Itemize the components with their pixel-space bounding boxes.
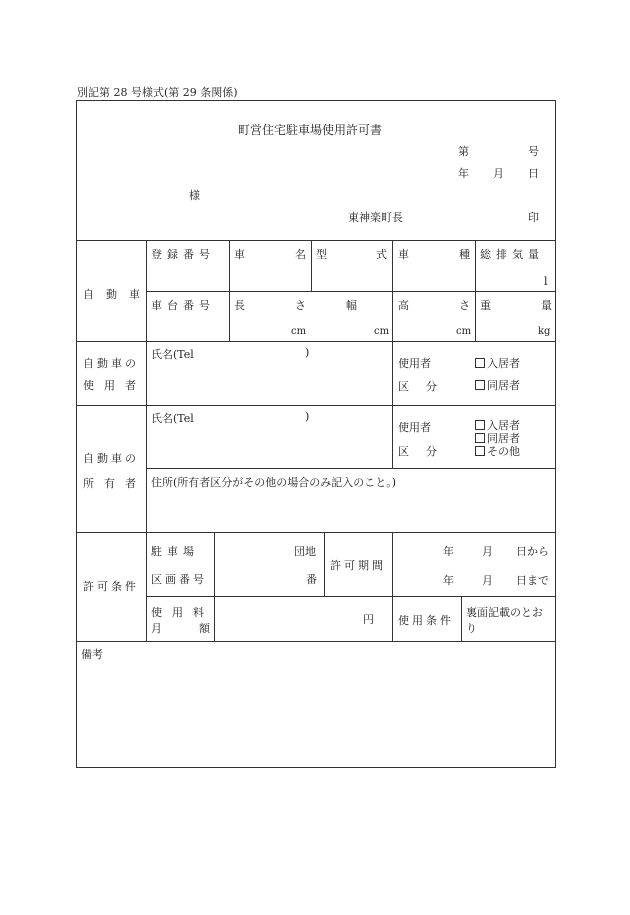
user-name-tel: 氏名(Tel	[151, 348, 194, 361]
user-option-cohabitant[interactable]: 同居者	[475, 377, 520, 393]
owner-category-label-1: 使用者	[398, 421, 431, 434]
car-name-label-b: 名	[295, 248, 306, 261]
period-from-year: 年	[443, 545, 454, 558]
owner-address-label: 住所(所有者区分がその他の場合のみ記入のこと。)	[151, 476, 397, 489]
divider	[392, 596, 393, 641]
conditions-label: 使用条件	[398, 614, 454, 627]
addressee-sama: 様	[189, 189, 200, 202]
number-go: 号	[528, 145, 539, 158]
divider	[146, 468, 556, 469]
divider	[324, 532, 325, 596]
length-label-a: 長	[234, 299, 245, 312]
kind-label-b: 種	[459, 248, 470, 261]
user-category-label-2-b: 分	[426, 380, 437, 393]
length-label-b: さ	[295, 299, 306, 312]
displacement-label: 総排気量	[480, 248, 544, 261]
fee-label-2-b: 額	[199, 622, 210, 635]
divider	[76, 532, 556, 533]
owner-category-label-2-a: 区	[398, 445, 409, 458]
divider	[76, 641, 556, 642]
ban-label: 番	[306, 573, 317, 586]
height-unit: cm	[456, 326, 472, 337]
weight-unit: kg	[538, 326, 551, 337]
owner-tel-close: )	[305, 410, 310, 423]
user-category-label-1: 使用者	[398, 357, 431, 370]
displacement-unit: l	[544, 275, 548, 288]
issuer-name: 東神楽町長	[348, 211, 403, 224]
divider	[76, 240, 556, 241]
owner-label-1: 自動車の	[83, 452, 139, 465]
owner-option-cohabitant[interactable]: 同居者	[475, 430, 520, 446]
fee-label-1: 使用料	[151, 606, 214, 619]
danchi-label: 団地	[294, 545, 316, 558]
vehicle-label-char: 車	[129, 288, 140, 301]
divider	[229, 240, 230, 341]
owner-name-tel: 氏名(Tel	[151, 412, 194, 425]
user-label-2: 使用者	[83, 379, 146, 392]
weight-label-a: 重	[480, 299, 491, 312]
chassis-number-label: 車台番号	[151, 299, 215, 312]
divider	[392, 240, 393, 341]
date-year: 年	[458, 167, 469, 180]
permit-label: 許可条件	[83, 580, 139, 593]
remarks-label: 備考	[81, 648, 103, 661]
weight-label-b: 量	[541, 299, 552, 312]
divider	[392, 341, 393, 468]
divider	[76, 341, 556, 342]
divider	[76, 405, 556, 406]
divider	[311, 240, 312, 291]
permit-period-label: 許可期間	[330, 559, 386, 572]
form-title: 町営住宅駐車場使用許可書	[238, 123, 383, 137]
divider	[146, 596, 556, 597]
period-to-day: 日まで	[516, 574, 549, 587]
owner-label-2: 所有者	[83, 477, 146, 490]
model-label-a: 型	[316, 248, 327, 261]
date-day: 日	[528, 167, 539, 180]
user-tel-close: )	[305, 346, 310, 359]
car-name-label-a: 車	[234, 248, 245, 261]
owner-option-other[interactable]: その他	[475, 443, 520, 459]
height-label-a: 高	[398, 299, 409, 312]
fee-label-2-a: 月	[151, 622, 162, 635]
divider	[146, 240, 147, 641]
divider	[146, 291, 556, 292]
vehicle-label	[83, 286, 140, 302]
period-from-day: 日から	[516, 545, 549, 558]
conditions-text-1: 裏面記載のとお	[466, 606, 543, 619]
vehicle-label-char: 動	[106, 288, 117, 301]
owner-category-label-2-b: 分	[426, 445, 437, 458]
owner-option-resident[interactable]: 入居者	[475, 417, 520, 433]
conditions-text-2: り	[466, 622, 477, 635]
fee-yen: 円	[363, 613, 374, 626]
divider	[461, 596, 462, 641]
divider	[214, 532, 215, 641]
divider	[475, 240, 476, 341]
model-label-b: 式	[376, 248, 387, 261]
user-label-1: 自動車の	[83, 357, 139, 370]
divider	[392, 532, 393, 596]
number-dai: 第	[458, 145, 469, 158]
period-to-year: 年	[443, 574, 454, 587]
vehicle-label-char: 自	[83, 288, 94, 301]
section-number-label: 区画番号	[151, 573, 207, 586]
user-category-label-2-a: 区	[398, 380, 409, 393]
width-label: 幅	[346, 299, 357, 312]
width-unit: cm	[374, 326, 390, 337]
seal-mark: 印	[528, 211, 539, 224]
date-month: 月	[493, 167, 504, 180]
parking-label: 駐車場	[151, 545, 199, 558]
height-label-b: さ	[459, 299, 470, 312]
length-unit: cm	[291, 326, 307, 337]
user-option-resident[interactable]: 入居者	[475, 355, 520, 371]
period-from-month: 月	[482, 545, 493, 558]
kind-label-a: 車	[398, 248, 409, 261]
period-to-month: 月	[482, 574, 493, 587]
reg-number-label: 登録番号	[151, 248, 215, 261]
form-reference: 別記第 28 号様式(第 29 条関係)	[77, 86, 238, 99]
